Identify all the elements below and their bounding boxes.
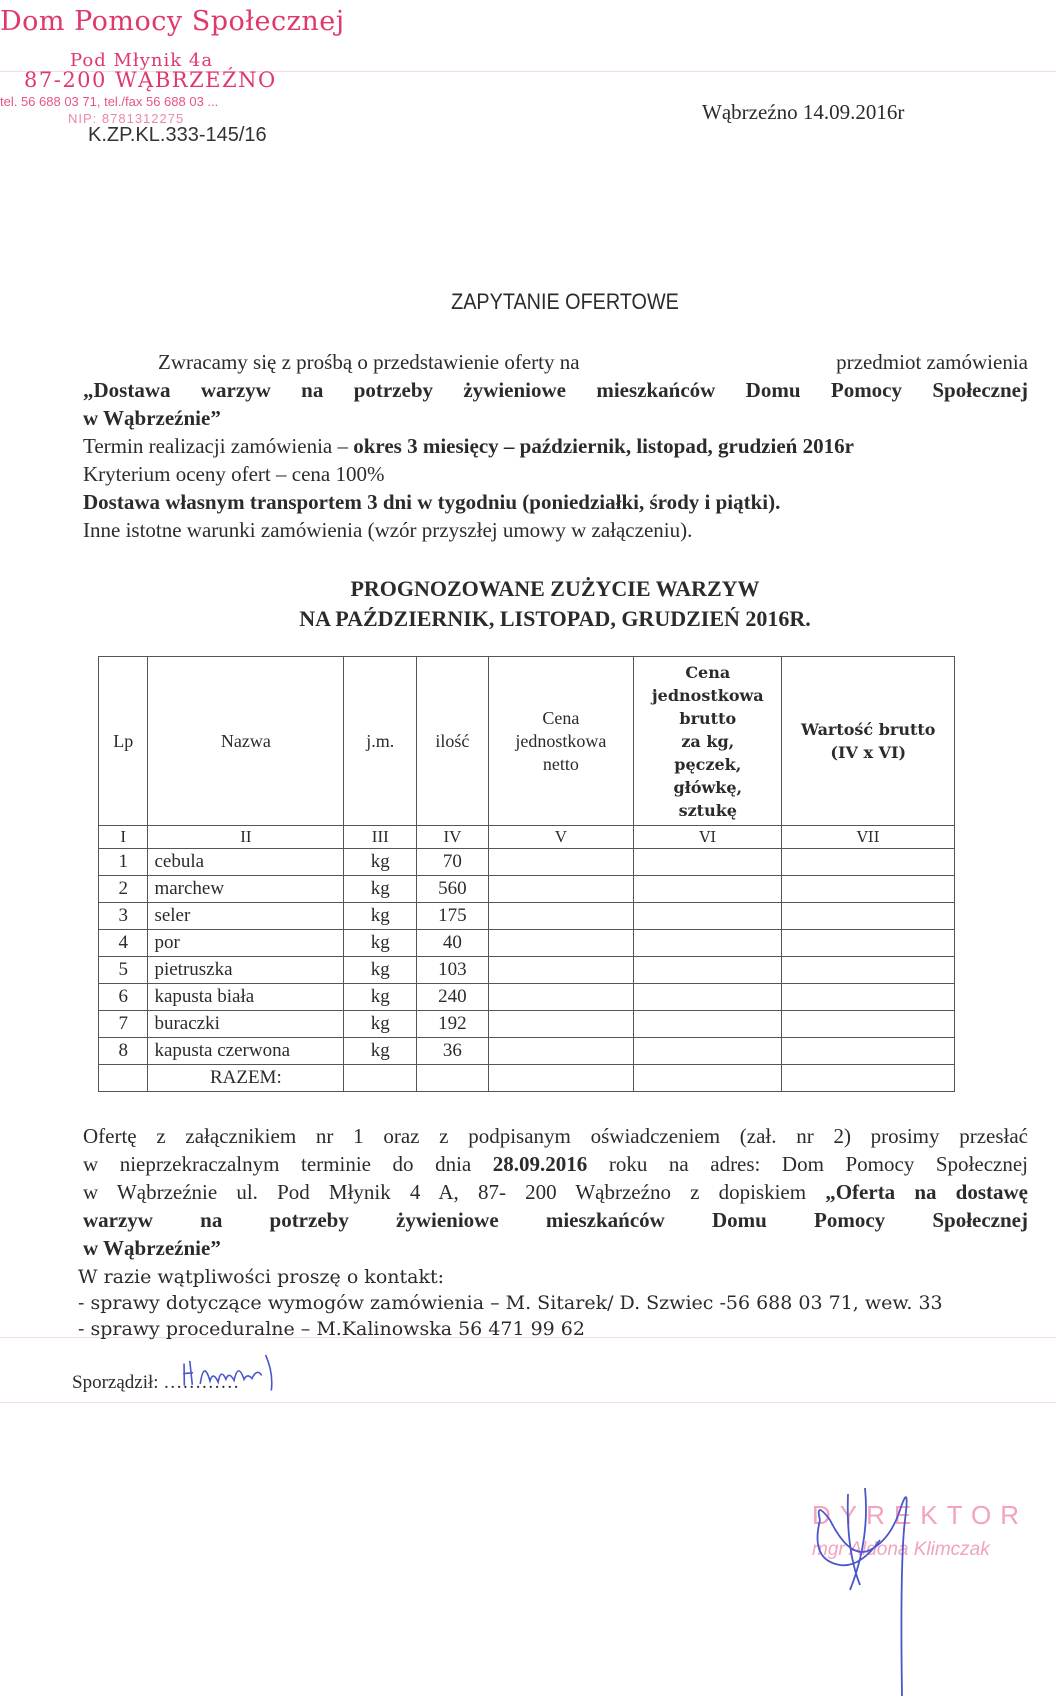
table-row: [99, 849, 955, 876]
cell-unit: kg: [344, 849, 417, 876]
evaluation-criterion: Kryterium oceny ofert – cena 100%: [83, 462, 385, 486]
cell-lp: 7: [99, 1011, 148, 1038]
cell-name: por: [148, 930, 344, 957]
header-text: Cena: [542, 707, 580, 728]
section-title-line-1: PROGNOZOWANE ZUŻYCIE WARZYW: [350, 576, 760, 601]
cell-name: buraczki: [148, 1011, 344, 1038]
cell-gross-value: [782, 957, 955, 984]
column-number: V: [488, 826, 634, 849]
submission-line-1: Ofertę z załącznikiem nr 1 oraz z podpisanym oświadczeniem (zał. nr 2) prosimy przesłać: [83, 1124, 1028, 1148]
cell-empty: [782, 1065, 955, 1092]
column-number: VII: [782, 826, 955, 849]
stamp-city: 87-200 WĄBRZEŹNO: [24, 68, 277, 92]
cell-unit: kg: [344, 1038, 417, 1065]
place-and-date: Wąbrzeźno 14.09.2016r: [702, 100, 905, 124]
cell-lp: 5: [99, 957, 148, 984]
column-number: I: [99, 826, 148, 849]
cell-name: kapusta czerwona: [148, 1038, 344, 1065]
column-number: II: [148, 826, 344, 849]
cell-gross-price: [634, 849, 782, 876]
table-total-row: [99, 1065, 955, 1092]
text: w Wąbrzeźnie ul. Pod Młynik 4 A, 87- 200 Wąbrzeźno z dopiskiem: [83, 1180, 826, 1204]
header-text: główkę,: [673, 777, 743, 797]
cell-gross-price: [634, 903, 782, 930]
cell-name: kapusta biała: [148, 984, 344, 1011]
prepared-by-label: Sporządził: …………: [72, 1372, 240, 1393]
scan-line: [0, 1402, 1056, 1403]
cell-qty: 36: [417, 1038, 488, 1065]
cell-lp: 8: [99, 1038, 148, 1065]
cell-gross-value: [782, 984, 955, 1011]
cell-gross-price: [634, 876, 782, 903]
cell-gross-price: [634, 930, 782, 957]
term-value: okres 3 miesięcy – październik, listopad, grudzień 2016r: [353, 434, 854, 458]
column-number: III: [344, 826, 417, 849]
cell-qty: 103: [417, 957, 488, 984]
section-title: [0, 574, 1056, 634]
header-text: jednostkowa: [651, 685, 764, 705]
table-row: [99, 903, 955, 930]
term-label: Termin realizacji zamówienia –: [83, 434, 354, 458]
cell-name: seler: [148, 903, 344, 930]
stamp-phone: tel. 56 688 03 71, tel./fax 56 688 03 ...: [0, 94, 219, 109]
table-row: [99, 876, 955, 903]
col-header-qty: ilość: [417, 657, 488, 826]
deadline-date: 28.09.2016: [492, 1152, 588, 1176]
header-text: (IV x VI): [830, 743, 907, 762]
cell-empty: [417, 1065, 488, 1092]
table-row: [99, 984, 955, 1011]
cell-qty: 40: [417, 930, 488, 957]
cell-lp: 1: [99, 849, 148, 876]
cell-name: pietruszka: [148, 957, 344, 984]
cell-empty: [344, 1065, 417, 1092]
cell-unit: kg: [344, 984, 417, 1011]
cell-unit: kg: [344, 903, 417, 930]
col-header-unit: j.m.: [344, 657, 417, 826]
order-subject-line-2: w Wąbrzeźnie”: [83, 406, 221, 430]
cell-gross-value: [782, 876, 955, 903]
cell-gross-value: [782, 903, 955, 930]
reference-number: K.ZP.KL.333-145/16: [88, 124, 267, 146]
cell-gross-price: [634, 957, 782, 984]
cell-empty: [634, 1065, 782, 1092]
order-term: [83, 432, 1028, 460]
other-terms: Inne istotne warunki zamówienia (wzór przyszłej umowy w załączeniu).: [83, 518, 693, 542]
submission-line-3: [83, 1178, 1028, 1206]
prepared-by-handwritten-signature: [175, 1344, 301, 1415]
intro-text-end: przedmiot zamówienia: [836, 350, 1028, 374]
contact-item-procedural: - sprawy proceduralne – M.Kalinowska 56 471 99 62: [78, 1318, 585, 1340]
table-row: [99, 1011, 955, 1038]
col-header-name: Nazwa: [148, 657, 344, 826]
cell-gross-value: [782, 1011, 955, 1038]
stamp-org-name: Dom Pomocy Społecznej: [0, 6, 345, 37]
cell-lp: 4: [99, 930, 148, 957]
cell-lp: 2: [99, 876, 148, 903]
vegetables-table: [98, 656, 955, 1092]
total-label: RAZEM:: [148, 1065, 344, 1092]
cell-qty: 70: [417, 849, 488, 876]
cell-net-price: [488, 903, 634, 930]
submission-line-5: w Wąbrzeźnie”: [83, 1236, 221, 1260]
header-text: jednostkowa: [515, 730, 607, 751]
cell-net-price: [488, 849, 634, 876]
header-text: Wartość brutto: [800, 720, 936, 739]
delivery-terms: Dostawa własnym transportem 3 dni w tygodniu (poniedziałki, środy i piątki).: [83, 490, 781, 514]
intro-paragraph: [83, 348, 1028, 544]
submission-line-4: warzyw na potrzeby żywieniowe mieszkańców Domu Pomocy Społecznej: [83, 1208, 1028, 1232]
col-header-lp: Lp: [99, 657, 148, 826]
header-text: za kg,: [681, 731, 735, 751]
cell-gross-price: [634, 1011, 782, 1038]
cell-qty: 560: [417, 876, 488, 903]
text: w nieprzekraczalnym terminie do dnia: [83, 1152, 493, 1176]
cell-net-price: [488, 930, 634, 957]
text: roku na adres: Dom Pomocy Społecznej: [587, 1152, 1029, 1176]
cell-lp: 6: [99, 984, 148, 1011]
text: „Oferta na dostawę: [825, 1180, 1028, 1204]
cell-empty: [488, 1065, 634, 1092]
header-text: netto: [542, 753, 579, 774]
table-row: [99, 1038, 955, 1065]
column-number: IV: [417, 826, 488, 849]
table-row: [99, 930, 955, 957]
cell-gross-value: [782, 930, 955, 957]
cell-net-price: [488, 876, 634, 903]
submission-paragraph: [83, 1122, 1028, 1262]
cell-net-price: [488, 1038, 634, 1065]
header-text: pęczek,: [674, 754, 742, 774]
column-number: VI: [634, 826, 782, 849]
director-title: DYREKTOR: [812, 1500, 1028, 1530]
stamp-nip: NIP: 8781312275: [68, 111, 185, 126]
section-title-line-2: NA PAŹDZIERNIK, LISTOPAD, GRUDZIEŃ 2016R.: [299, 606, 811, 631]
cell-unit: kg: [344, 930, 417, 957]
director-name: mgr Aldona Klimczak: [812, 1539, 990, 1560]
cell-net-price: [488, 957, 634, 984]
column-numbering-row: [99, 826, 955, 849]
cell-unit: kg: [344, 957, 417, 984]
contact-section: [78, 1264, 943, 1342]
cell-net-price: [488, 1011, 634, 1038]
intro-line-1: [83, 348, 1028, 376]
cell-qty: 175: [417, 903, 488, 930]
cell-gross-value: [782, 849, 955, 876]
col-header-gross-price: [634, 657, 782, 826]
col-header-net-price: [488, 657, 634, 826]
cell-qty: 192: [417, 1011, 488, 1038]
document-title: ZAPYTANIE OFERTOWE: [451, 289, 679, 314]
stamp-street: Pod Młynik 4a: [70, 50, 214, 71]
director-signature-icon: [810, 1480, 950, 1696]
cell-gross-value: [782, 1038, 955, 1065]
submission-line-2: [83, 1150, 1028, 1178]
cell-name: cebula: [148, 849, 344, 876]
header-text: brutto: [679, 708, 737, 728]
cell-qty: 240: [417, 984, 488, 1011]
cell-net-price: [488, 984, 634, 1011]
cell-unit: kg: [344, 876, 417, 903]
contact-intro: W razie wątpliwości proszę o kontakt:: [78, 1266, 445, 1288]
table-row: [99, 957, 955, 984]
intro-text-start: Zwracamy się z prośbą o przedstawienie oferty na: [158, 350, 580, 374]
table-header-row: [99, 657, 955, 826]
cell-gross-price: [634, 984, 782, 1011]
cell-lp: 3: [99, 903, 148, 930]
contact-item-requirements: - sprawy dotyczące wymogów zamówienia – M. Sitarek/ D. Szwiec -56 688 03 71, wew. 33: [78, 1292, 943, 1314]
header-text: sztukę: [678, 800, 737, 820]
order-subject-line-1: „Dostawa warzyw na potrzeby żywieniowe mieszkańców Domu Pomocy Społecznej: [83, 378, 1028, 402]
cell-unit: kg: [344, 1011, 417, 1038]
col-header-gross-value: [782, 657, 955, 826]
header-text: Cena: [685, 662, 731, 682]
cell-empty: [99, 1065, 148, 1092]
handwriting-signature-icon: [175, 1344, 300, 1406]
cell-gross-price: [634, 1038, 782, 1065]
cell-name: marchew: [148, 876, 344, 903]
